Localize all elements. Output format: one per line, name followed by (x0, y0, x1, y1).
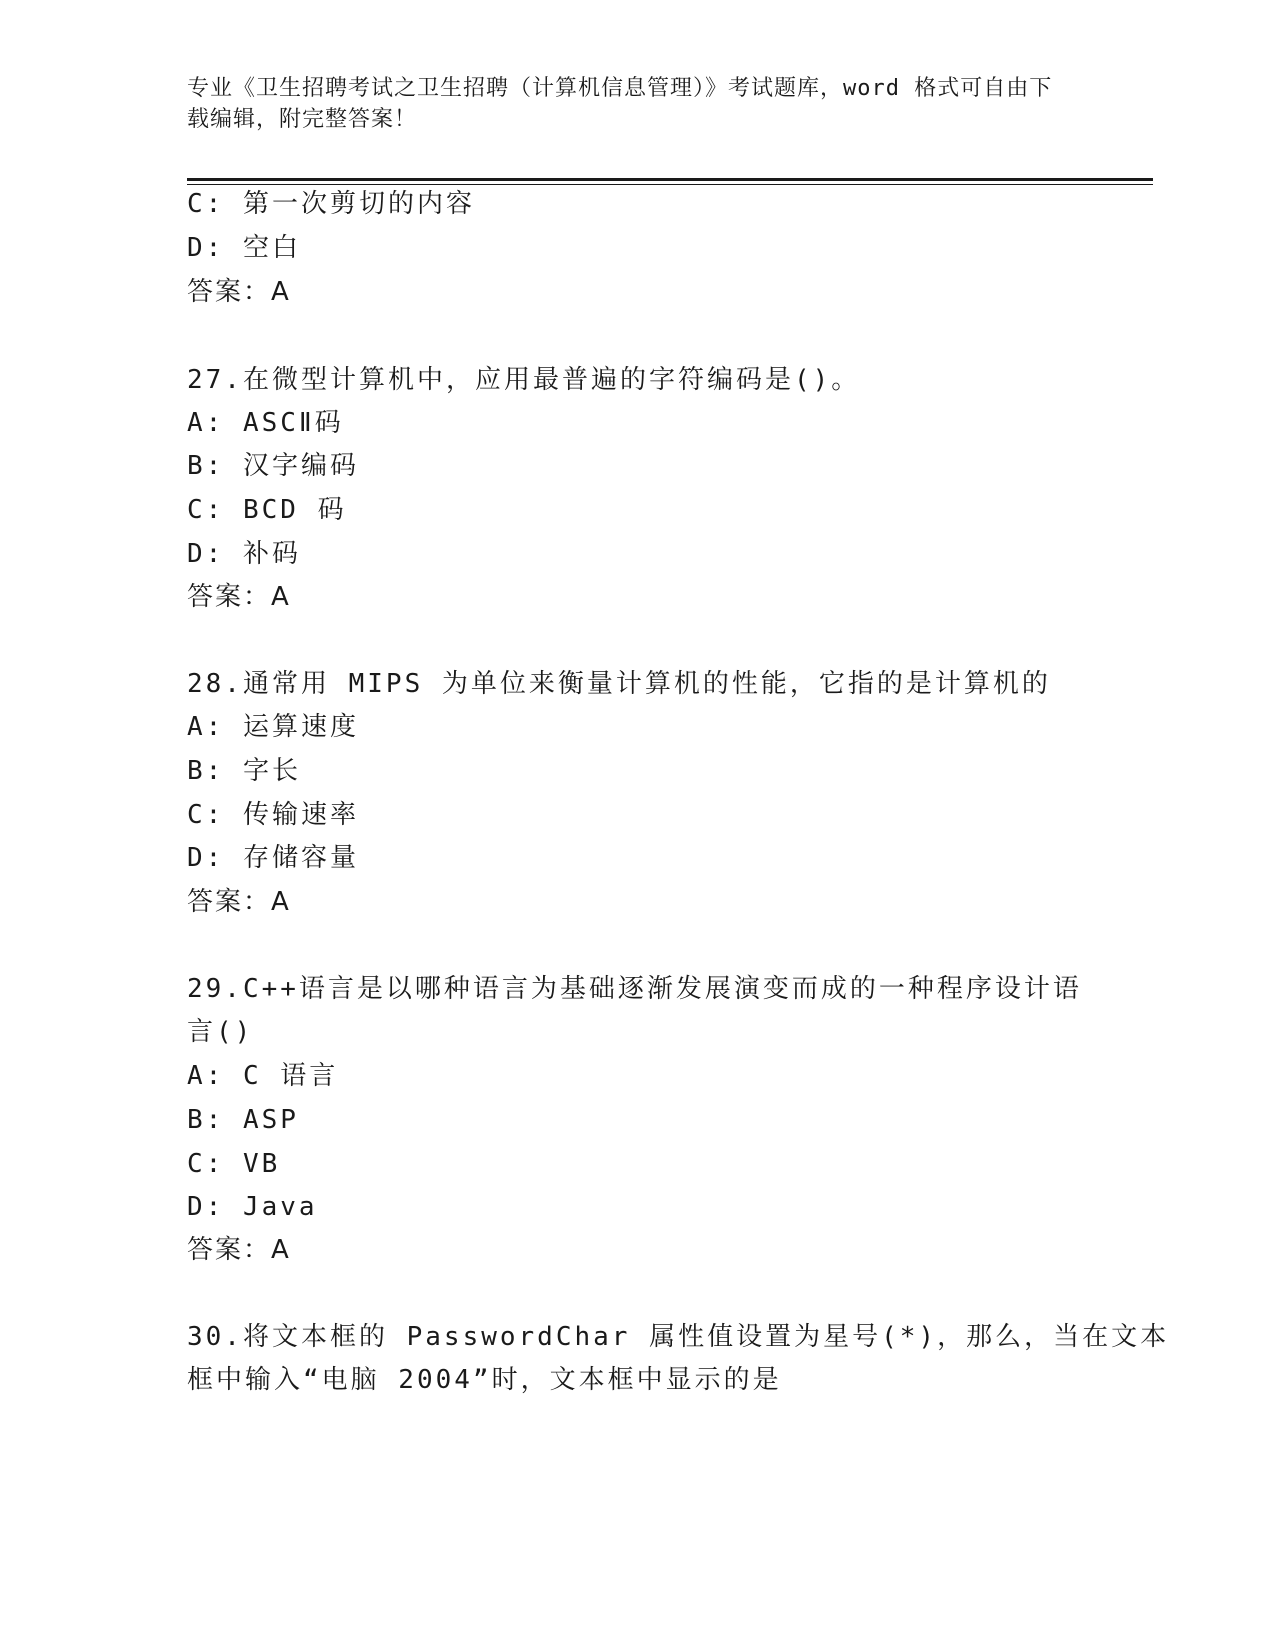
option-a: A: 运算速度 (187, 712, 359, 742)
option-d: D: 补码 (187, 539, 301, 569)
option-b: B: 字长 (187, 756, 301, 786)
question-stem-continued: 框中输入“电脑 2004”时，文本框中显示的是 (187, 1365, 782, 1395)
option-c: C: 第一次剪切的内容 (187, 189, 475, 219)
option-b: B: ASP (187, 1105, 299, 1135)
question-stem: 27.在微型计算机中，应用最普遍的字符编码是()。 (187, 365, 861, 395)
option-c: C: 传输速率 (187, 800, 359, 830)
option-a: A: ASCⅡ码 (187, 408, 344, 438)
answer: 答案：A (187, 887, 291, 917)
option-c: C: BCD 码 (187, 495, 347, 525)
option-b: B: 汉字编码 (187, 451, 359, 481)
option-d: D: 空白 (187, 233, 301, 263)
question-stem-continued: 言() (187, 1017, 254, 1047)
option-c: C: VB (187, 1149, 281, 1179)
header-divider-thin (187, 184, 1153, 185)
question-stem: 28.通常用 MIPS 为单位来衡量计算机的性能，它指的是计算机的 (187, 669, 1051, 699)
question-stem: 30.将文本框的 PasswordChar 属性值设置为星号(*)，那么，当在文本 (187, 1322, 1170, 1352)
question-stem: 29.C++语言是以哪种语言为基础逐渐发展演变而成的一种程序设计语 (187, 974, 1082, 1004)
answer: 答案：A (187, 277, 291, 307)
document-header: 专业《卫生招聘考试之卫生招聘（计算机信息管理）》考试题库，word 格式可自由下载编辑，附完整答案！ (187, 76, 1053, 132)
answer: 答案：A (187, 582, 291, 612)
header-divider-thick (187, 178, 1153, 181)
option-d: D: 存储容量 (187, 843, 359, 873)
option-a: A: C 语言 (187, 1061, 339, 1091)
answer: 答案：A (187, 1235, 291, 1265)
option-d: D: Java (187, 1192, 318, 1222)
